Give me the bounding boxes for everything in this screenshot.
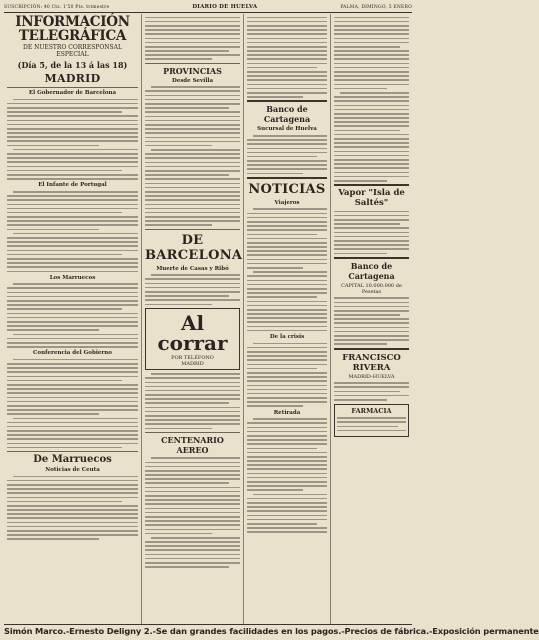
article-body: [7, 191, 138, 272]
headline-viajeros: Viajeros: [274, 199, 300, 206]
ad-farmacia: [334, 404, 409, 437]
masthead-title: DIARIO DE HUELVA: [192, 4, 258, 10]
article-body: [247, 17, 327, 98]
headline-conferencia: Conferencia del Gobierno: [33, 350, 112, 357]
headline-sucursal-huelva: Sucursal de Huelva: [257, 126, 317, 133]
ad-al-corrar: [145, 308, 240, 370]
headline-provincias: PROVINCIAS: [163, 65, 222, 76]
article-body: [145, 86, 240, 226]
telegraph-dateline: (Día 5, de la 13 á las 18): [17, 60, 128, 70]
headline-sevilla: Desde Sevilla: [171, 77, 214, 84]
headline-casas-ribo: Muerte de Casas y Ribó: [156, 265, 229, 272]
masthead: [4, 2, 412, 13]
article-body: [334, 17, 409, 182]
ad-banco-capital: CAPITAL 10.000.000 de Pesetas: [341, 282, 402, 295]
ad-vapor-title: Vapor "Isla de Saltés": [338, 188, 405, 209]
headline-marruecos: Los Marruecos: [49, 274, 96, 281]
divider: [7, 451, 138, 452]
telegraph-subtitle: DE NUESTRO CORRESPONSAL ESPECIAL: [23, 44, 122, 58]
headline-gobernador: El Gobernador de Barcelona: [28, 90, 117, 96]
columns: [4, 14, 412, 624]
headline-barcelona: DE BARCELONA: [145, 232, 243, 263]
divider: [145, 63, 240, 64]
article-body: [247, 343, 327, 407]
headline-infante: El Infante de Portugal: [38, 182, 107, 189]
divider: [334, 257, 409, 259]
divider: [334, 348, 409, 350]
article-body: [145, 457, 240, 567]
article-body: [7, 99, 138, 180]
ad-banco-title: Banco de Cartagena: [348, 260, 395, 281]
divider: [145, 432, 240, 433]
column-provinces: [142, 14, 244, 624]
ad-body: [337, 417, 406, 431]
column-ads: [331, 14, 412, 624]
headline-retirada: Retirada: [273, 409, 301, 416]
divider: [247, 177, 327, 179]
article-body: [7, 476, 138, 540]
headline-banco-cartagena: Banco de Cartagena: [263, 104, 311, 125]
article-body: [145, 373, 240, 429]
article-body: [247, 418, 327, 533]
ad-al-corrar-sub: POR TELÉFONO: [171, 355, 214, 362]
divider: [7, 87, 138, 88]
masthead-left: SUSCRIPCIÓN: 40 Cts. 1'50 Pts. trimestre: [4, 4, 110, 10]
ad-rivera-sub: MADRID-HUELVA: [348, 373, 395, 380]
telegraph-section: MADRID: [44, 72, 101, 85]
headline-crisis: De la crisis: [269, 334, 305, 341]
ad-body: [334, 297, 409, 345]
article-body: [7, 359, 138, 449]
ad-farmacia-title: FARMACIA: [351, 406, 392, 415]
divider: [145, 229, 240, 230]
masthead-right: PALMA, DIMINGO, 5 ENERO: [340, 4, 412, 10]
headline-centenario: CENTENARIO AEREO: [161, 434, 224, 455]
column-telegraph: [4, 14, 142, 624]
footer-advert: Simón Marco.-Ernesto Deligny 2.-Se dan grandes facilidades en los pagos.-Precios de fábrica.-Exposición permanente: [4, 626, 539, 636]
divider: [247, 100, 327, 102]
column-news: [244, 14, 331, 624]
divider: [334, 184, 409, 186]
ad-body: [334, 211, 409, 254]
ad-body: [334, 382, 409, 400]
article-body: [145, 17, 240, 60]
article-body: [7, 283, 138, 347]
headline-noticias: NOTICIAS: [248, 181, 326, 197]
ad-rivera-title: FRANCISCO RIVERA: [342, 352, 401, 373]
article-body: [247, 208, 327, 331]
ad-al-corrar-city: MADRID: [181, 361, 204, 368]
article-body: [247, 135, 327, 174]
telegraph-title: INFORMACIÓN TELEGRÁFICA: [15, 14, 130, 44]
article-body: [145, 274, 240, 305]
headline-ceuta: Noticias de Ceuta: [45, 467, 100, 473]
headline-de-marruecos: De Marruecos: [33, 454, 112, 465]
ad-al-corrar-title: Al corrar: [157, 311, 228, 356]
